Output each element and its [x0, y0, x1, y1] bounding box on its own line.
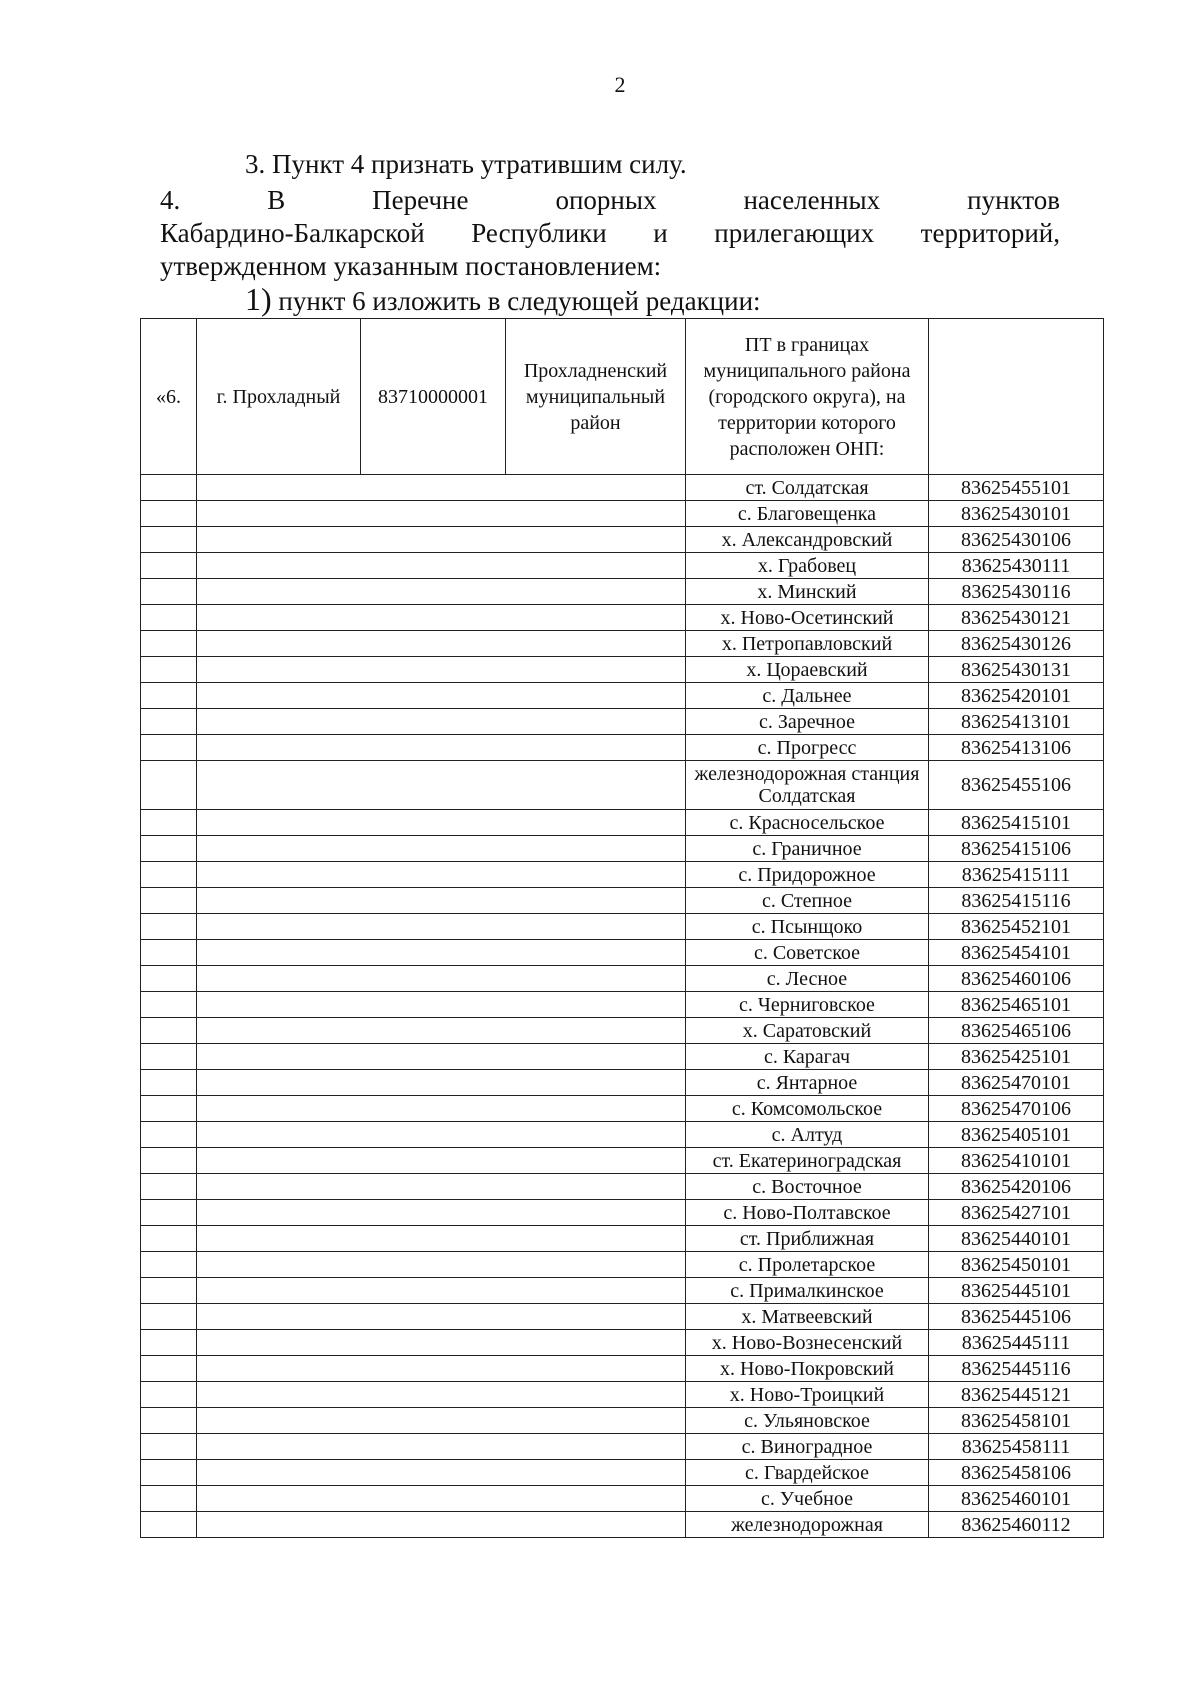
empty-cell	[141, 579, 197, 605]
empty-cell	[197, 1122, 686, 1148]
settlement-code-cell: 83625427101	[929, 1200, 1104, 1226]
settlement-code-cell: 83625465106	[929, 1018, 1104, 1044]
empty-cell	[197, 940, 686, 966]
empty-cell	[197, 966, 686, 992]
table-row	[141, 966, 1104, 992]
empty-cell	[197, 579, 686, 605]
subitem-text: пункт 6 изложить в следующей редакции:	[271, 286, 761, 316]
settlement-name-cell: ст. Солдатская	[686, 475, 929, 501]
settlement-name-cell: с. Пролетарское	[686, 1252, 929, 1278]
settlement-name-cell: ст. Екатериноградская	[686, 1148, 929, 1174]
table-row	[141, 761, 1104, 810]
empty-cell	[141, 1070, 197, 1096]
settlement-name-cell: с. Псынщоко	[686, 914, 929, 940]
table-header-row	[141, 319, 1104, 475]
empty-cell	[197, 1174, 686, 1200]
table-row	[141, 862, 1104, 888]
empty-cell	[197, 683, 686, 709]
settlement-name-cell: с. Дальнее	[686, 683, 929, 709]
settlement-name-cell: с. Лесное	[686, 966, 929, 992]
table-row	[141, 992, 1104, 1018]
empty-cell	[141, 1278, 197, 1304]
settlement-code-cell: 83625415111	[929, 862, 1104, 888]
table-row	[141, 1486, 1104, 1512]
settlement-code-cell: 83625413106	[929, 735, 1104, 761]
table-row	[141, 1512, 1104, 1538]
header-cell-city: г. Прохладный	[197, 319, 361, 475]
empty-cell	[197, 1382, 686, 1408]
empty-cell	[197, 553, 686, 579]
settlement-code-cell: 83625405101	[929, 1122, 1104, 1148]
settlement-name-cell: х. Минский	[686, 579, 929, 605]
settlements-table	[140, 318, 1104, 1538]
empty-cell	[197, 631, 686, 657]
empty-cell	[141, 1044, 197, 1070]
settlement-name-cell: с. Черниговское	[686, 992, 929, 1018]
table-row	[141, 810, 1104, 836]
empty-cell	[141, 553, 197, 579]
settlement-name-cell: с. Заречное	[686, 709, 929, 735]
paragraph-item-4-line-1: 4. В Перечне опорных населенных пунктов	[160, 185, 1060, 215]
settlement-code-cell: 83625420101	[929, 683, 1104, 709]
empty-cell	[197, 888, 686, 914]
empty-cell	[141, 709, 197, 735]
table-row	[141, 1044, 1104, 1070]
empty-cell	[141, 1356, 197, 1382]
empty-cell	[197, 1044, 686, 1070]
settlement-name-cell: с. Ульяновское	[686, 1408, 929, 1434]
settlement-code-cell: 83625415106	[929, 836, 1104, 862]
empty-cell	[141, 862, 197, 888]
empty-cell	[141, 1122, 197, 1148]
settlement-code-cell: 83625452101	[929, 914, 1104, 940]
settlement-code-cell: 83625445121	[929, 1382, 1104, 1408]
table-row	[141, 709, 1104, 735]
table-row	[141, 1096, 1104, 1122]
settlement-code-cell: 83625445116	[929, 1356, 1104, 1382]
settlement-code-cell: 83625450101	[929, 1252, 1104, 1278]
settlement-name-cell: с. Восточное	[686, 1174, 929, 1200]
settlement-name-cell: с. Придорожное	[686, 862, 929, 888]
table-row	[141, 527, 1104, 553]
header-cell-code: 83710000001	[361, 319, 506, 475]
empty-cell	[141, 761, 197, 810]
empty-cell	[197, 1200, 686, 1226]
empty-cell	[141, 966, 197, 992]
empty-cell	[141, 501, 197, 527]
settlement-code-cell: 83625458111	[929, 1434, 1104, 1460]
settlement-code-cell: 83625465101	[929, 992, 1104, 1018]
table-row	[141, 1330, 1104, 1356]
empty-cell	[141, 1330, 197, 1356]
empty-cell	[141, 1096, 197, 1122]
empty-cell	[197, 862, 686, 888]
settlement-code-cell: 83625430116	[929, 579, 1104, 605]
settlement-code-cell: 83625470101	[929, 1070, 1104, 1096]
table-row	[141, 631, 1104, 657]
empty-cell	[197, 1278, 686, 1304]
empty-cell	[141, 1460, 197, 1486]
table-row	[141, 1174, 1104, 1200]
subitem-marker: 1)	[245, 281, 272, 317]
empty-cell	[197, 605, 686, 631]
empty-cell	[197, 1330, 686, 1356]
empty-cell	[141, 683, 197, 709]
settlement-name-cell: с. Советское	[686, 940, 929, 966]
settlement-name-cell: х. Ново-Осетинский	[686, 605, 929, 631]
settlement-name-cell: ст. Приближная	[686, 1226, 929, 1252]
settlement-name-cell: с. Красносельское	[686, 810, 929, 836]
settlement-code-cell: 83625430121	[929, 605, 1104, 631]
settlement-name-cell: с. Учебное	[686, 1486, 929, 1512]
settlement-name-cell: х. Ново-Покровский	[686, 1356, 929, 1382]
settlement-code-cell: 83625420106	[929, 1174, 1104, 1200]
paragraph-item-4-line-2: Кабардино-Балкарской Республики и прилегающих территорий,	[160, 218, 1060, 248]
settlement-name-cell: х. Ново-Вознесенский	[686, 1330, 929, 1356]
empty-cell	[141, 940, 197, 966]
empty-cell	[197, 1356, 686, 1382]
settlement-name-cell: железнодорожная станция Солдатская	[686, 761, 929, 810]
settlement-code-cell: 83625425101	[929, 1044, 1104, 1070]
empty-cell	[141, 1408, 197, 1434]
settlement-code-cell: 83625470106	[929, 1096, 1104, 1122]
settlement-name-cell: х. Грабовец	[686, 553, 929, 579]
settlement-name-cell: х. Ново-Троицкий	[686, 1382, 929, 1408]
settlement-code-cell: 83625460101	[929, 1486, 1104, 1512]
table-row	[141, 657, 1104, 683]
settlement-code-cell: 83625455101	[929, 475, 1104, 501]
table-row	[141, 1434, 1104, 1460]
empty-cell	[141, 888, 197, 914]
settlement-code-cell: 83625458106	[929, 1460, 1104, 1486]
settlement-name-cell: с. Янтарное	[686, 1070, 929, 1096]
settlement-name-cell: х. Петропавловский	[686, 631, 929, 657]
settlement-code-cell: 83625430111	[929, 553, 1104, 579]
settlement-name-cell: х. Александровский	[686, 527, 929, 553]
table-row	[141, 1070, 1104, 1096]
settlement-name-cell: с. Гвардейское	[686, 1460, 929, 1486]
table-row	[141, 888, 1104, 914]
empty-cell	[141, 735, 197, 761]
settlement-code-cell: 83625454101	[929, 940, 1104, 966]
paragraph-item-4-line-3: утвержденном указанным постановлением:	[160, 251, 662, 281]
header-cell-empty	[929, 319, 1104, 475]
empty-cell	[141, 475, 197, 501]
table-row	[141, 1382, 1104, 1408]
empty-cell	[141, 657, 197, 683]
table-row	[141, 1408, 1104, 1434]
table-row	[141, 1356, 1104, 1382]
table-row	[141, 683, 1104, 709]
empty-cell	[197, 1304, 686, 1330]
settlement-name-cell: железнодорожная	[686, 1512, 929, 1538]
table-row	[141, 1122, 1104, 1148]
settlement-code-cell: 83625430101	[929, 501, 1104, 527]
settlement-code-cell: 83625445106	[929, 1304, 1104, 1330]
settlement-code-cell: 83625430131	[929, 657, 1104, 683]
settlement-name-cell: с. Виноградное	[686, 1434, 929, 1460]
empty-cell	[197, 1096, 686, 1122]
settlement-name-cell: с. Ново-Полтавское	[686, 1200, 929, 1226]
empty-cell	[141, 605, 197, 631]
settlement-code-cell: 83625413101	[929, 709, 1104, 735]
table-row	[141, 1278, 1104, 1304]
settlement-code-cell: 83625460106	[929, 966, 1104, 992]
settlement-name-cell: х. Саратовский	[686, 1018, 929, 1044]
empty-cell	[197, 735, 686, 761]
empty-cell	[141, 527, 197, 553]
table-row	[141, 940, 1104, 966]
empty-cell	[141, 1252, 197, 1278]
empty-cell	[197, 709, 686, 735]
settlement-code-cell: 83625445111	[929, 1330, 1104, 1356]
paragraph-subitem-1	[245, 283, 761, 318]
settlement-code-cell: 83625460112	[929, 1512, 1104, 1538]
settlement-name-cell: с. Карагач	[686, 1044, 929, 1070]
empty-cell	[197, 1460, 686, 1486]
empty-cell	[141, 1512, 197, 1538]
empty-cell	[141, 1226, 197, 1252]
empty-cell	[197, 1486, 686, 1512]
table-row	[141, 1226, 1104, 1252]
settlement-code-cell: 83625458101	[929, 1408, 1104, 1434]
settlement-name-cell: с. Благовещенка	[686, 501, 929, 527]
empty-cell	[197, 914, 686, 940]
settlement-code-cell: 83625440101	[929, 1226, 1104, 1252]
empty-cell	[197, 761, 686, 810]
settlement-name-cell: с. Прималкинское	[686, 1278, 929, 1304]
empty-cell	[197, 1252, 686, 1278]
settlement-name-cell: с. Граничное	[686, 836, 929, 862]
empty-cell	[141, 1304, 197, 1330]
table-row	[141, 1200, 1104, 1226]
empty-cell	[197, 501, 686, 527]
table-row	[141, 1460, 1104, 1486]
settlement-name-cell: х. Матвеевский	[686, 1304, 929, 1330]
header-cell-number: «6.	[141, 319, 197, 475]
settlement-name-cell: с. Степное	[686, 888, 929, 914]
empty-cell	[141, 1382, 197, 1408]
empty-cell	[141, 1148, 197, 1174]
empty-cell	[197, 1226, 686, 1252]
empty-cell	[197, 1148, 686, 1174]
empty-cell	[141, 836, 197, 862]
settlement-code-cell: 83625430126	[929, 631, 1104, 657]
table-row	[141, 735, 1104, 761]
settlement-code-cell: 83625410101	[929, 1148, 1104, 1174]
empty-cell	[141, 1200, 197, 1226]
empty-cell	[141, 992, 197, 1018]
empty-cell	[197, 1070, 686, 1096]
table-row	[141, 605, 1104, 631]
empty-cell	[197, 527, 686, 553]
header-cell-pt-description: ПТ в границах муниципального района (городского округа), на территории которого расположен ОНП:	[686, 319, 929, 475]
empty-cell	[197, 1434, 686, 1460]
header-cell-district: Прохладненский муниципальный район	[506, 319, 686, 475]
settlement-name-cell: с. Комсомольское	[686, 1096, 929, 1122]
table-row	[141, 914, 1104, 940]
empty-cell	[141, 914, 197, 940]
settlement-code-cell: 83625455106	[929, 761, 1104, 810]
page-number: 2	[614, 72, 626, 97]
empty-cell	[141, 810, 197, 836]
table-row	[141, 836, 1104, 862]
empty-cell	[197, 1408, 686, 1434]
table-row	[141, 1252, 1104, 1278]
table-row	[141, 1018, 1104, 1044]
empty-cell	[197, 657, 686, 683]
empty-cell	[197, 475, 686, 501]
empty-cell	[141, 1018, 197, 1044]
empty-cell	[141, 1174, 197, 1200]
empty-cell	[141, 631, 197, 657]
empty-cell	[197, 836, 686, 862]
settlement-code-cell: 83625415101	[929, 810, 1104, 836]
table-row	[141, 475, 1104, 501]
settlement-name-cell: с. Прогресс	[686, 735, 929, 761]
empty-cell	[197, 1512, 686, 1538]
empty-cell	[197, 1018, 686, 1044]
empty-cell	[197, 810, 686, 836]
table-row	[141, 501, 1104, 527]
settlement-name-cell: х. Цораевский	[686, 657, 929, 683]
empty-cell	[141, 1434, 197, 1460]
settlement-code-cell: 83625445101	[929, 1278, 1104, 1304]
table-row	[141, 1148, 1104, 1174]
table-row	[141, 1304, 1104, 1330]
table-row	[141, 579, 1104, 605]
empty-cell	[141, 1486, 197, 1512]
settlement-code-cell: 83625415116	[929, 888, 1104, 914]
settlement-code-cell: 83625430106	[929, 527, 1104, 553]
paragraph-item-3: 3. Пункт 4 признать утратившим силу.	[245, 149, 687, 179]
settlement-name-cell: с. Алтуд	[686, 1122, 929, 1148]
table-row	[141, 553, 1104, 579]
empty-cell	[197, 992, 686, 1018]
